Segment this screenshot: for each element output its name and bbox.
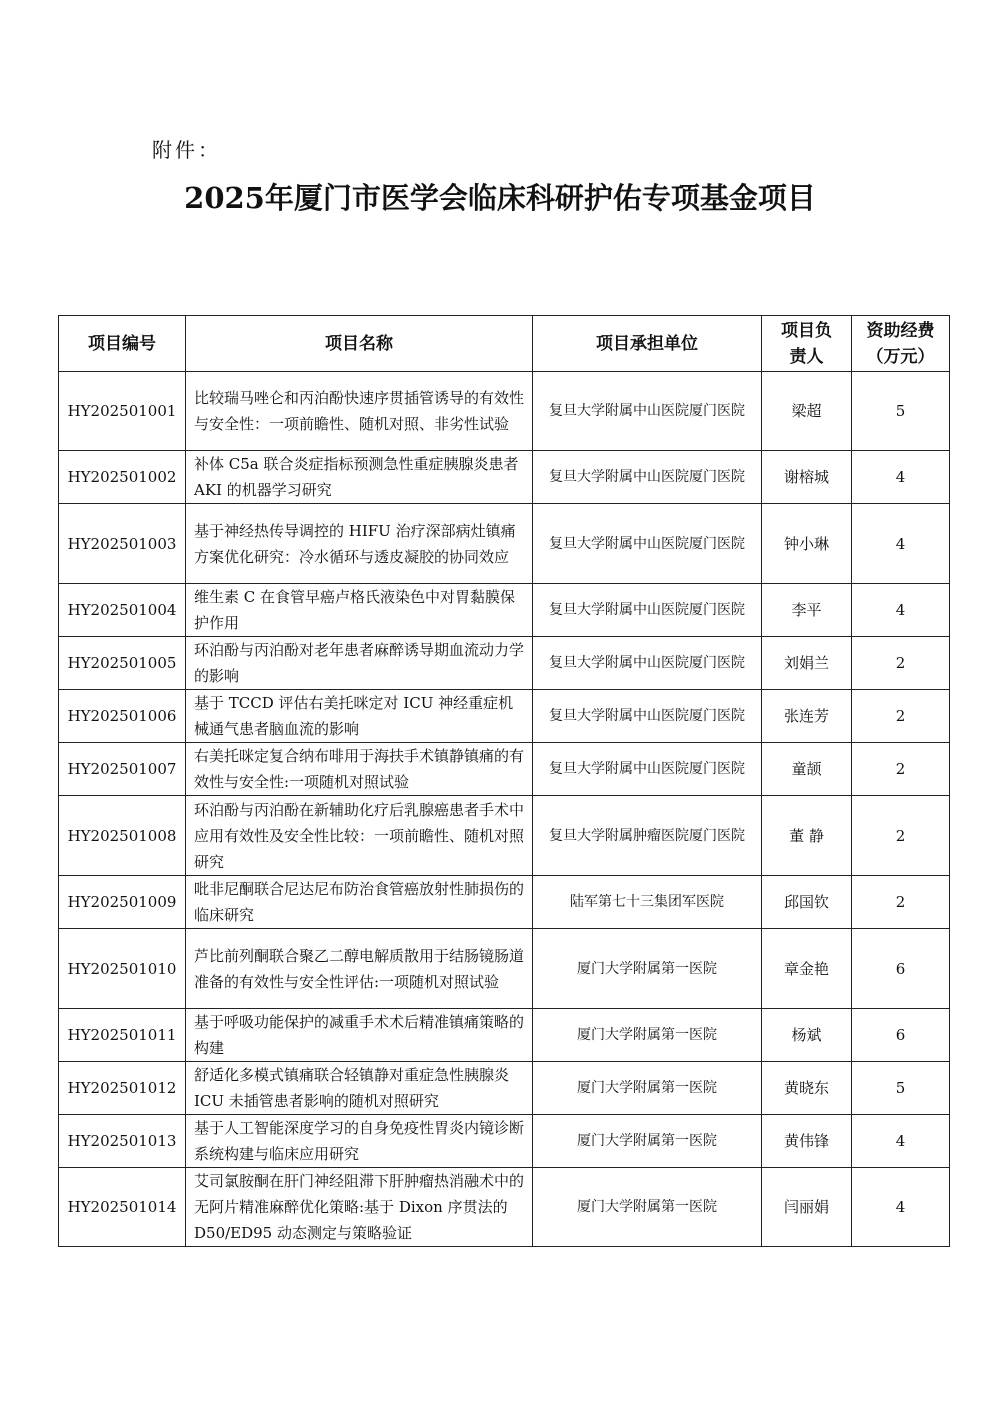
cell-lead: 黄晓东 bbox=[762, 1062, 852, 1115]
cell-fund: 4 bbox=[852, 451, 950, 504]
cell-unit: 复旦大学附属中山医院厦门医院 bbox=[533, 637, 762, 690]
cell-unit: 厦门大学附属第一医院 bbox=[533, 1009, 762, 1062]
cell-name: 艾司氯胺酮在肝门神经阻滞下肝肿瘤热消融术中的无阿片精准麻醉优化策略:基于 Dixon 序贯法的 D50/ED95 动态测定与策略验证 bbox=[186, 1168, 533, 1247]
cell-unit: 陆军第七十三集团军医院 bbox=[533, 876, 762, 929]
cell-fund: 5 bbox=[852, 372, 950, 451]
cell-fund: 2 bbox=[852, 690, 950, 743]
cell-lead: 李平 bbox=[762, 584, 852, 637]
cell-lead: 钟小琳 bbox=[762, 504, 852, 584]
cell-fund: 4 bbox=[852, 1168, 950, 1247]
cell-lead: 童颉 bbox=[762, 743, 852, 796]
attachment-label: 附件： bbox=[152, 138, 221, 162]
table-header-row bbox=[59, 316, 950, 372]
cell-lead: 黄伟锋 bbox=[762, 1115, 852, 1168]
cell-unit: 复旦大学附属中山医院厦门医院 bbox=[533, 690, 762, 743]
table-row bbox=[59, 743, 950, 796]
cell-code: HY202501014 bbox=[59, 1168, 186, 1247]
header-lead: 项目负责人 bbox=[762, 316, 852, 372]
table-row bbox=[59, 796, 950, 876]
cell-unit: 复旦大学附属中山医院厦门医院 bbox=[533, 372, 762, 451]
cell-lead: 刘娟兰 bbox=[762, 637, 852, 690]
cell-code: HY202501009 bbox=[59, 876, 186, 929]
table-row bbox=[59, 690, 950, 743]
cell-name: 基于神经热传导调控的 HIFU 治疗深部病灶镇痛方案优化研究：冷水循环与透皮凝胶的协同效应 bbox=[186, 504, 533, 584]
cell-fund: 6 bbox=[852, 1009, 950, 1062]
cell-fund: 5 bbox=[852, 1062, 950, 1115]
table-row bbox=[59, 1009, 950, 1062]
cell-code: HY202501001 bbox=[59, 372, 186, 451]
cell-lead: 邱国钦 bbox=[762, 876, 852, 929]
cell-code: HY202501012 bbox=[59, 1062, 186, 1115]
cell-fund: 2 bbox=[852, 743, 950, 796]
cell-code: HY202501010 bbox=[59, 929, 186, 1009]
cell-unit: 复旦大学附属中山医院厦门医院 bbox=[533, 451, 762, 504]
header-unit: 项目承担单位 bbox=[533, 316, 762, 372]
table-row bbox=[59, 584, 950, 637]
cell-lead: 谢榕城 bbox=[762, 451, 852, 504]
cell-code: HY202501005 bbox=[59, 637, 186, 690]
cell-fund: 2 bbox=[852, 796, 950, 876]
table-row bbox=[59, 1168, 950, 1247]
cell-lead: 章金艳 bbox=[762, 929, 852, 1009]
cell-code: HY202501003 bbox=[59, 504, 186, 584]
cell-code: HY202501007 bbox=[59, 743, 186, 796]
document-title: 2025年厦门市医学会临床科研护佑专项基金项目 bbox=[184, 181, 816, 215]
cell-lead: 梁超 bbox=[762, 372, 852, 451]
cell-unit: 复旦大学附属中山医院厦门医院 bbox=[533, 584, 762, 637]
cell-fund: 4 bbox=[852, 504, 950, 584]
cell-name: 基于呼吸功能保护的减重手术术后精准镇痛策略的构建 bbox=[186, 1009, 533, 1062]
cell-fund: 2 bbox=[852, 637, 950, 690]
cell-name: 比较瑞马唑仑和丙泊酚快速序贯插管诱导的有效性与安全性：一项前瞻性、随机对照、非劣性试验 bbox=[186, 372, 533, 451]
cell-name: 右美托咪定复合纳布啡用于海扶手术镇静镇痛的有效性与安全性:一项随机对照试验 bbox=[186, 743, 533, 796]
cell-code: HY202501008 bbox=[59, 796, 186, 876]
header-fund: 资助经费（万元） bbox=[852, 316, 950, 372]
cell-fund: 6 bbox=[852, 929, 950, 1009]
table-row bbox=[59, 504, 950, 584]
table-row bbox=[59, 1115, 950, 1168]
header-name: 项目名称 bbox=[186, 316, 533, 372]
cell-name: 基于人工智能深度学习的自身免疫性胃炎内镜诊断系统构建与临床应用研究 bbox=[186, 1115, 533, 1168]
cell-name: 舒适化多模式镇痛联合轻镇静对重症急性胰腺炎 ICU 未插管患者影响的随机对照研究 bbox=[186, 1062, 533, 1115]
table-row bbox=[59, 929, 950, 1009]
cell-name: 芦比前列酮联合聚乙二醇电解质散用于结肠镜肠道准备的有效性与安全性评估:一项随机对照试验 bbox=[186, 929, 533, 1009]
table-row bbox=[59, 451, 950, 504]
table-row bbox=[59, 372, 950, 451]
cell-lead: 闫丽娟 bbox=[762, 1168, 852, 1247]
cell-name: 维生素 C 在食管早癌卢格氏液染色中对胃黏膜保护作用 bbox=[186, 584, 533, 637]
cell-fund: 4 bbox=[852, 1115, 950, 1168]
cell-lead: 杨斌 bbox=[762, 1009, 852, 1062]
cell-unit: 复旦大学附属中山医院厦门医院 bbox=[533, 504, 762, 584]
cell-unit: 厦门大学附属第一医院 bbox=[533, 929, 762, 1009]
cell-unit: 复旦大学附属中山医院厦门医院 bbox=[533, 743, 762, 796]
cell-code: HY202501004 bbox=[59, 584, 186, 637]
header-code: 项目编号 bbox=[59, 316, 186, 372]
cell-code: HY202501013 bbox=[59, 1115, 186, 1168]
cell-unit: 厦门大学附属第一医院 bbox=[533, 1168, 762, 1247]
cell-name: 补体 C5a 联合炎症指标预测急性重症胰腺炎患者 AKI 的机器学习研究 bbox=[186, 451, 533, 504]
cell-lead: 张连芳 bbox=[762, 690, 852, 743]
cell-unit: 厦门大学附属第一医院 bbox=[533, 1062, 762, 1115]
cell-code: HY202501006 bbox=[59, 690, 186, 743]
cell-code: HY202501002 bbox=[59, 451, 186, 504]
table-row bbox=[59, 637, 950, 690]
cell-lead: 董 静 bbox=[762, 796, 852, 876]
cell-fund: 2 bbox=[852, 876, 950, 929]
cell-name: 环泊酚与丙泊酚在新辅助化疗后乳腺癌患者手术中应用有效性及安全性比较：一项前瞻性、随机对照研究 bbox=[186, 796, 533, 876]
cell-name: 吡非尼酮联合尼达尼布防治食管癌放射性肺损伤的临床研究 bbox=[186, 876, 533, 929]
cell-name: 基于 TCCD 评估右美托咪定对 ICU 神经重症机械通气患者脑血流的影响 bbox=[186, 690, 533, 743]
table-row bbox=[59, 876, 950, 929]
projects-table bbox=[58, 315, 950, 1247]
table-row bbox=[59, 1062, 950, 1115]
cell-code: HY202501011 bbox=[59, 1009, 186, 1062]
cell-fund: 4 bbox=[852, 584, 950, 637]
cell-name: 环泊酚与丙泊酚对老年患者麻醉诱导期血流动力学的影响 bbox=[186, 637, 533, 690]
cell-unit: 厦门大学附属第一医院 bbox=[533, 1115, 762, 1168]
cell-unit: 复旦大学附属肿瘤医院厦门医院 bbox=[533, 796, 762, 876]
